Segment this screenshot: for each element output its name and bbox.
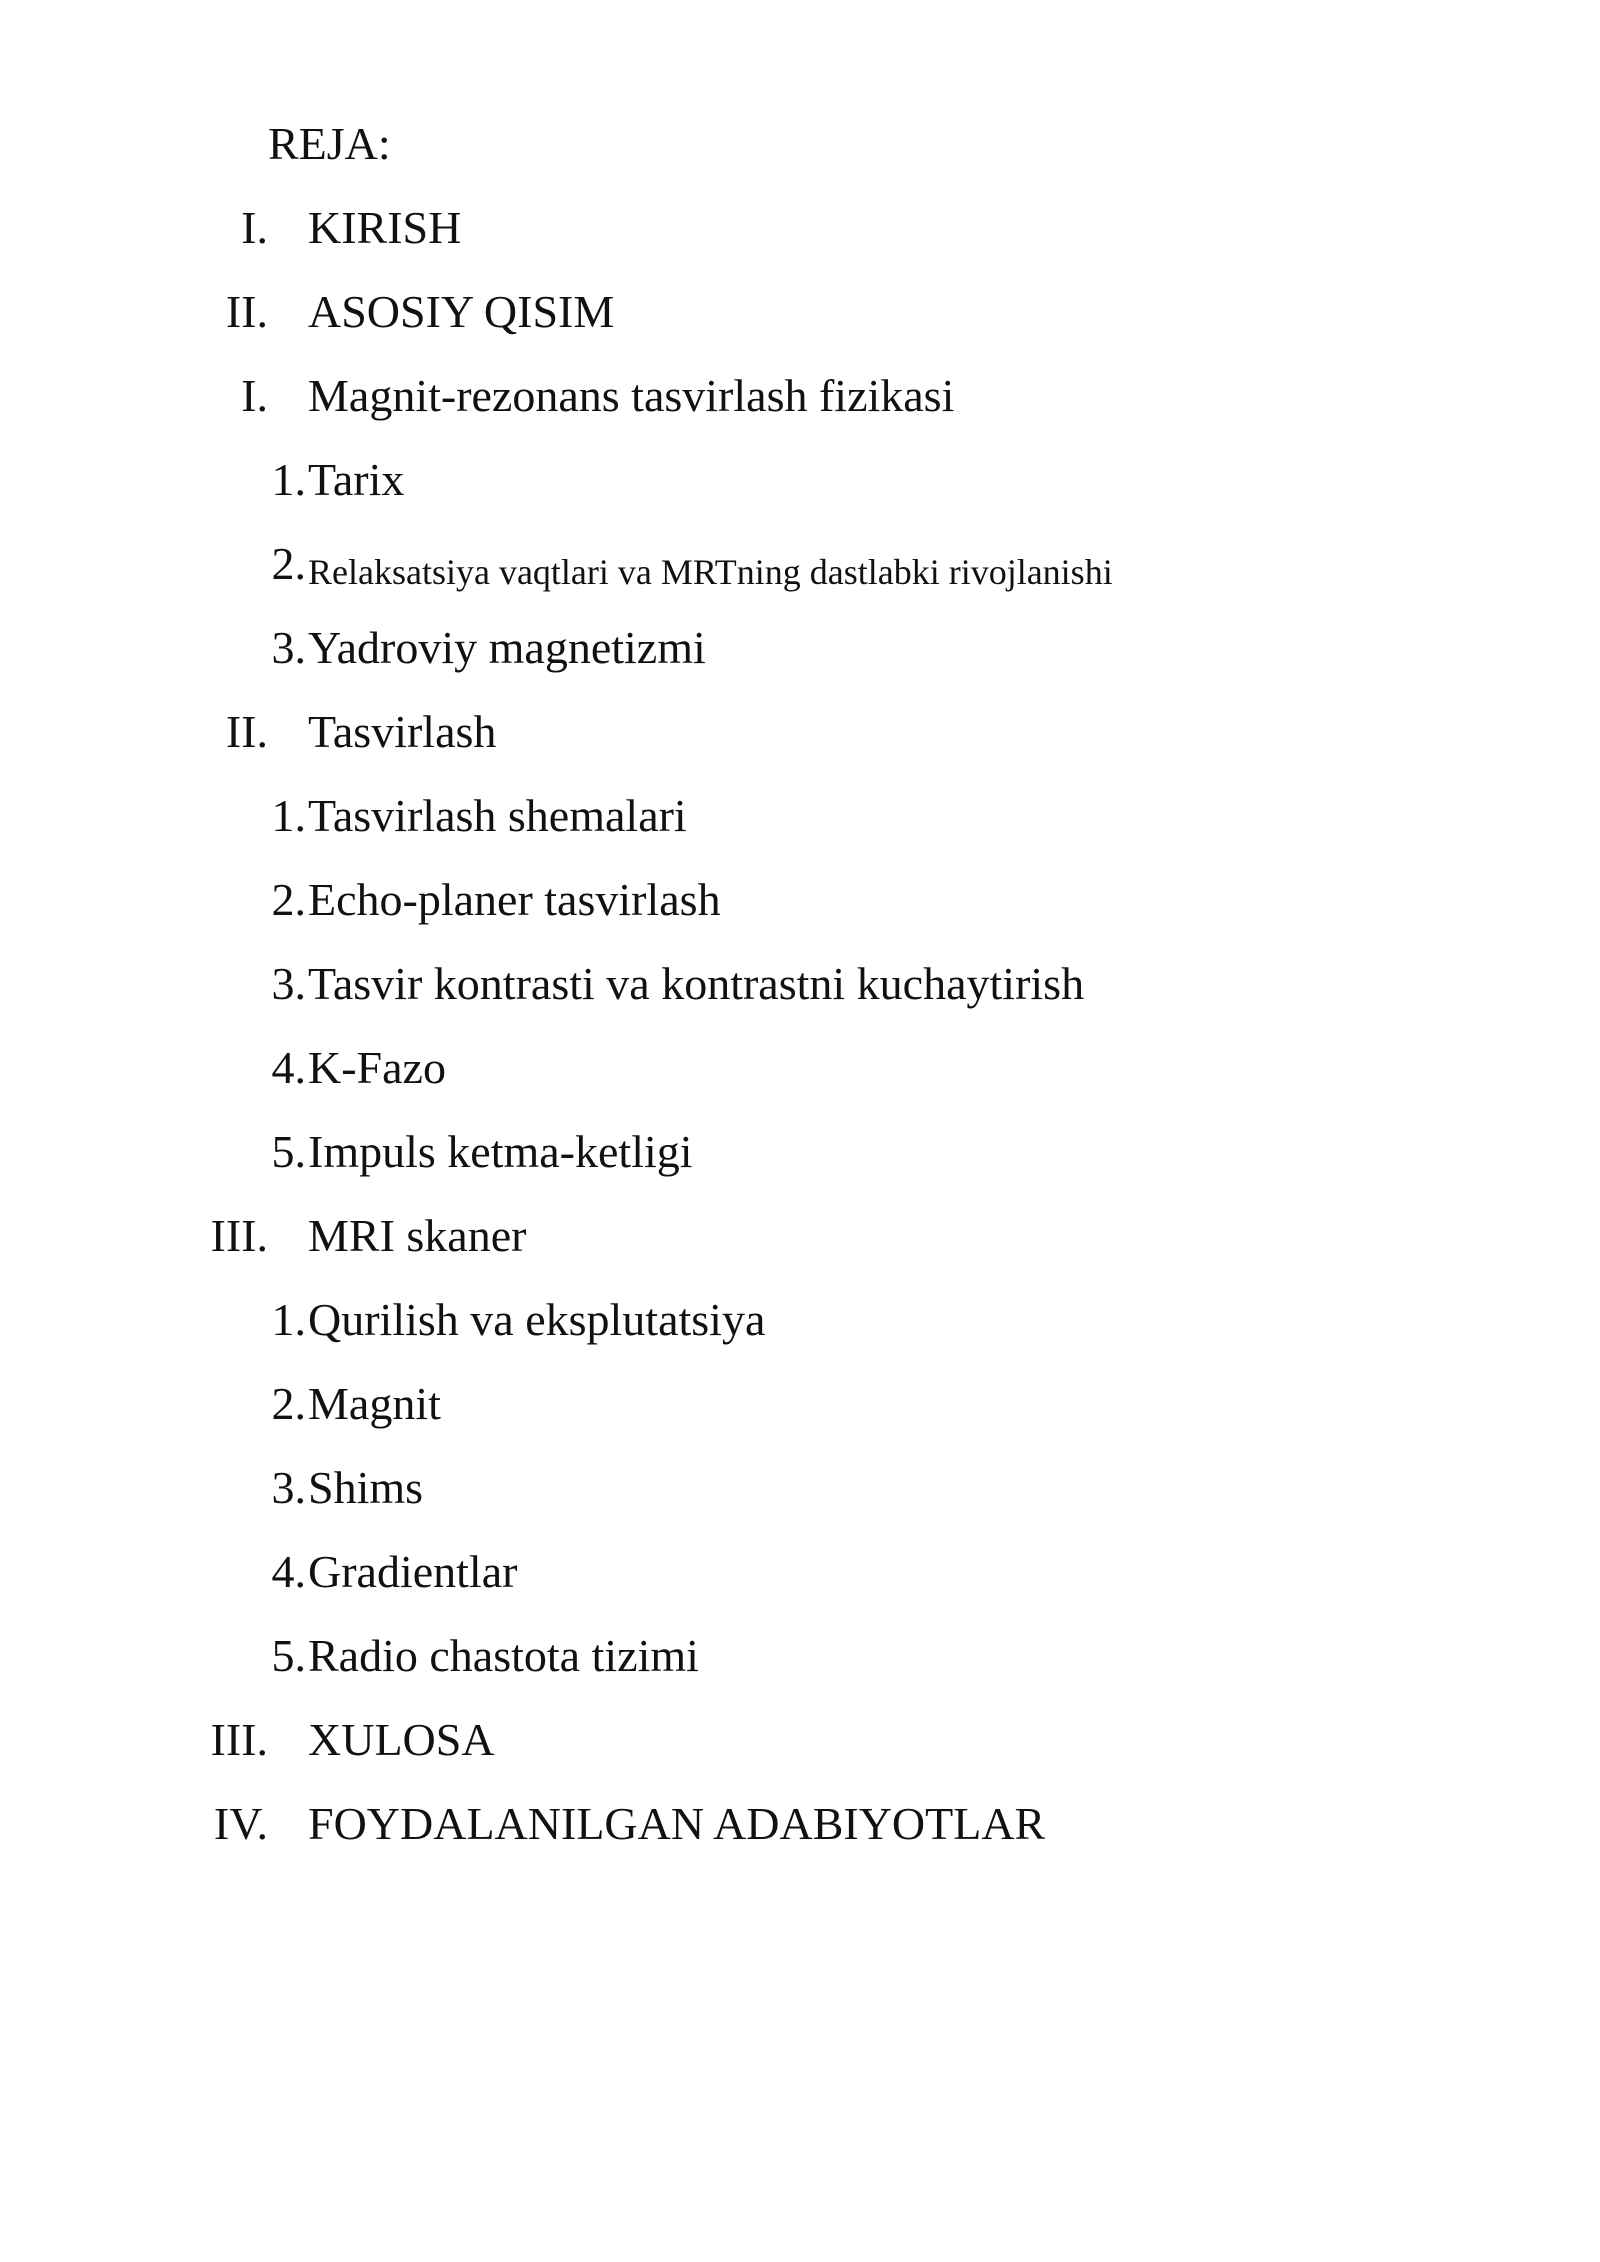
list-item-text: Impuls ketma-ketligi xyxy=(308,1126,693,1177)
list-marker: III. xyxy=(210,1714,268,1765)
plan-list xyxy=(0,196,1600,1876)
list-marker: 3. xyxy=(271,958,306,1009)
list-marker: II. xyxy=(225,706,268,757)
list-item xyxy=(0,364,1600,448)
list-item xyxy=(0,1624,1600,1708)
list-marker: 1. xyxy=(271,790,306,841)
list-item-text: Tasvirlash xyxy=(308,706,497,757)
list-item xyxy=(0,1120,1600,1204)
list-item-text: Tasvir kontrasti va kontrastni kuchaytirish xyxy=(308,958,1085,1009)
list-item xyxy=(0,616,1600,700)
list-item-text: Tasvirlash shemalari xyxy=(308,790,687,841)
list-item-text: ASOSIY QISIM xyxy=(308,286,615,337)
list-marker: I. xyxy=(241,202,268,253)
list-item-text: Relaksatsiya vaqtlari va MRTning dastlabki rivojlanishi xyxy=(308,552,1113,592)
list-item xyxy=(0,1540,1600,1624)
list-item-text: Shims xyxy=(308,1462,424,1513)
list-item-text: Radio chastota tizimi xyxy=(308,1630,699,1681)
list-marker: 3. xyxy=(271,622,306,673)
list-item xyxy=(0,1792,1600,1876)
list-marker: 3. xyxy=(271,1462,306,1513)
list-item xyxy=(0,448,1600,532)
list-item-text: Echo-planer tasvirlash xyxy=(308,874,721,925)
list-item-text: MRI skaner xyxy=(308,1210,527,1261)
list-item-text: Tarix xyxy=(308,454,405,505)
list-item xyxy=(0,868,1600,952)
list-marker: 5. xyxy=(271,1630,306,1681)
list-item xyxy=(0,1708,1600,1792)
list-item-text: Gradientlar xyxy=(308,1546,518,1597)
list-item-text: XULOSA xyxy=(308,1714,495,1765)
list-marker: 5. xyxy=(271,1126,306,1177)
list-item-text: K-Fazo xyxy=(308,1042,446,1093)
list-item-text: FOYDALANILGAN ADABIYOTLAR xyxy=(308,1798,1046,1849)
list-marker: 2. xyxy=(271,1378,306,1429)
list-item xyxy=(0,196,1600,280)
list-item xyxy=(0,1204,1600,1288)
list-marker: 2. xyxy=(271,874,306,925)
list-item-text: Yadroviy magnetizmi xyxy=(308,622,706,673)
list-item xyxy=(0,280,1600,364)
list-item xyxy=(0,1288,1600,1372)
list-item xyxy=(0,1372,1600,1456)
list-item-text: KIRISH xyxy=(308,202,462,253)
list-item xyxy=(0,784,1600,868)
list-item xyxy=(0,952,1600,1036)
page-title: REJA: xyxy=(268,118,391,169)
list-marker: III. xyxy=(210,1210,268,1261)
list-item xyxy=(0,532,1600,616)
list-marker: IV. xyxy=(213,1798,268,1849)
list-item-text: Magnit xyxy=(308,1378,441,1429)
list-marker: II. xyxy=(225,286,268,337)
list-marker: I. xyxy=(241,370,268,421)
list-item xyxy=(0,700,1600,784)
list-item xyxy=(0,1456,1600,1540)
list-item xyxy=(0,1036,1600,1120)
list-marker: 4. xyxy=(271,1042,306,1093)
list-marker: 4. xyxy=(271,1546,306,1597)
list-marker: 1. xyxy=(271,1294,306,1345)
list-item-text: Magnit-rezonans tasvirlash fizikasi xyxy=(308,370,955,421)
list-marker: 2. xyxy=(271,538,306,589)
list-item-text: Qurilish va eksplutatsiya xyxy=(308,1294,766,1345)
list-marker: 1. xyxy=(271,454,306,505)
